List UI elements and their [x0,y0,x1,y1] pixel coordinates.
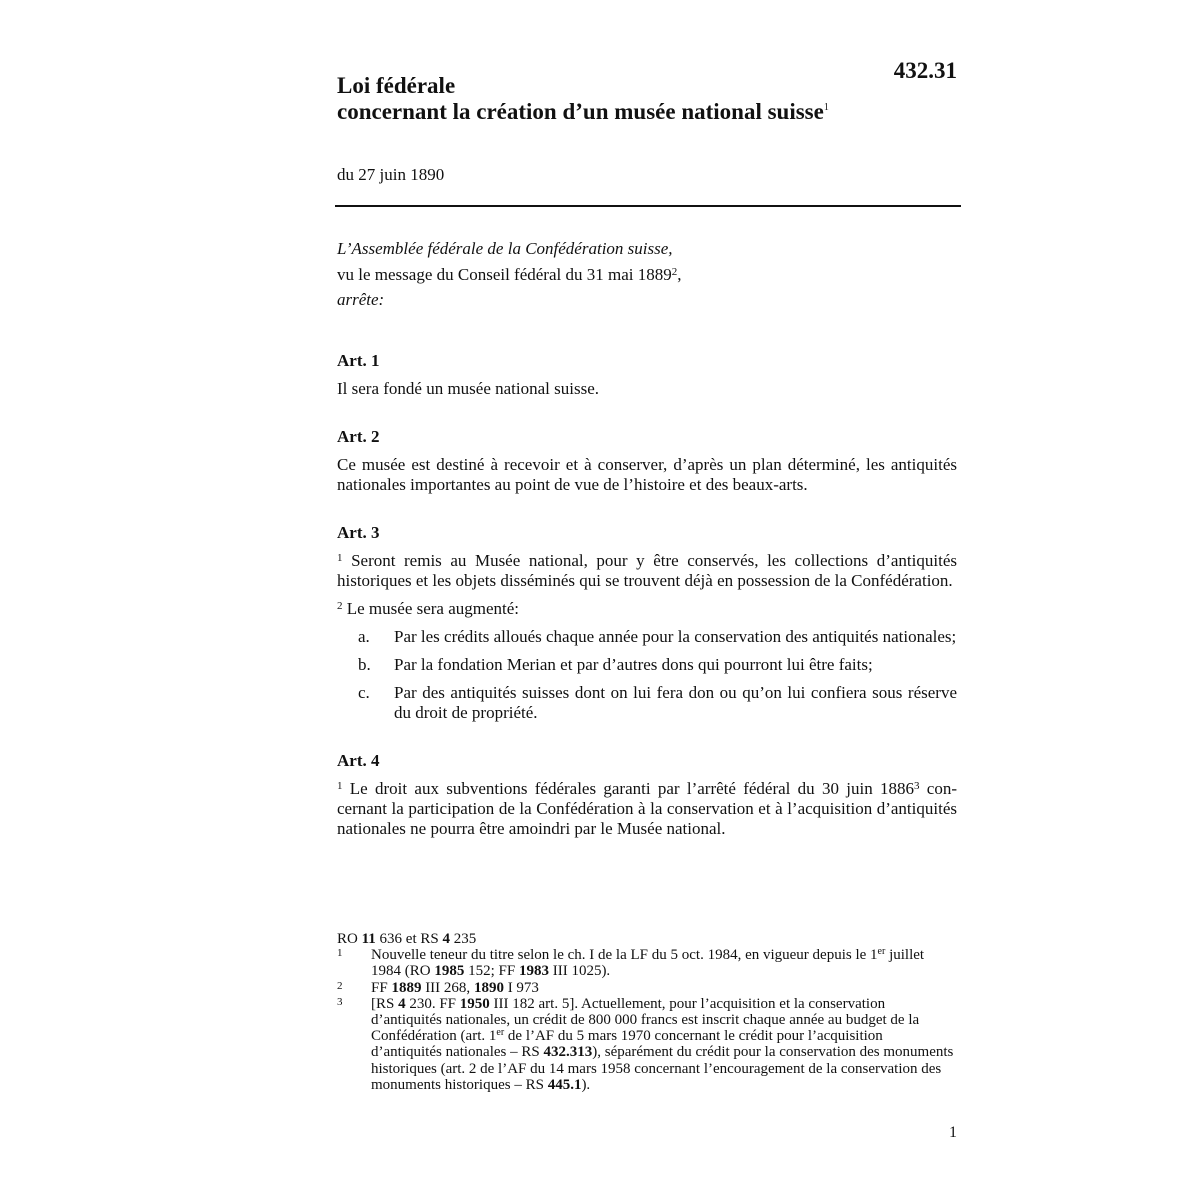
article-1 [337,351,957,399]
preamble-message [337,262,957,288]
page-number: 1 [949,1124,957,1141]
footnote-1 [337,947,957,979]
article-4-paragraph-1 [337,779,957,839]
law-date: du 27 juin 1890 [337,165,445,184]
footnote-year: 1890 [473,979,504,996]
list-item-text: Par les crédits alloués chaque année pour la conservation des antiquités nationales; [394,627,957,646]
articles [337,351,957,839]
paragraph-number: 1 [337,780,343,792]
footnote-text: de l’AF du 5 mars 1970 concernant le crédit pour l’acquisition d’antiquités nationales – RS [371,1028,883,1061]
article-4-text-b: concernant la participation de la Confédération à la conservation et à l’acquisition d’antiquités nationales ne pourra être amoindri par le Musée national. [337,779,958,838]
footnote-text: FF [371,979,392,996]
footnote-text: III 182 art. 5]. Actuellement, pour l’acquisition et la conservation d’antiquités nationales, un crédit de 800 000 francs est inscrit chaque année au budget de la Confédération (art. 1 [371,995,920,1045]
law-title [337,73,937,125]
article-2-text: Ce musée est destiné à recevoir et à conserver, d’après un plan déterminé, les antiquités nationales importantes au point de vue de l’histoire et des beaux-arts. [337,455,957,494]
title-footnote-ref[interactable]: 1 [823,102,829,113]
preamble-footnote-ref[interactable]: 2 [671,265,678,278]
article-2-heading: Art. 2 [337,427,380,446]
article-4-text-a: Le droit aux subventions fédérales garanti par l’arrêté fédéral du 30 juin 1886 [342,779,914,798]
article-1-text: Il sera fondé un musée national suisse. [337,379,600,398]
source-text: 636 et RS [375,931,443,947]
title-line-1: Loi fédérale [337,73,456,98]
list-letter: c. [358,683,370,702]
list-item-b [337,655,957,675]
source-text: 235 [449,931,477,947]
article-1-heading: Art. 1 [337,351,380,370]
paragraph-number: 1 [337,552,343,564]
preamble-message-text: vu le message du Conseil fédéral du 31 mai 1889 [337,264,672,284]
footnote-3 [337,996,957,1093]
article-3-heading: Art. 3 [337,523,380,542]
source-volume: 4 [442,931,450,947]
footnote-text: ), séparément du crédit pour la conservation des monuments historiques (art. 2 de l’AF du 14 mars 1958 concernant l’encouragement de la conservation des monuments historiques – RS [371,1044,954,1093]
footnote-text: III 1025). [548,963,611,980]
footnote-text: I 973 [503,979,539,996]
footnote-number: 3 [337,995,343,1008]
footnote-text: [RS [371,995,399,1012]
source-reference [337,931,957,947]
article-4 [337,751,957,839]
footnote-year: 1950 [459,995,490,1012]
preamble-message-end: , [677,264,682,284]
footnote-number: 2 [337,979,343,992]
footnote-year: 1983 [518,963,549,980]
preamble-decision: arrête: [337,290,385,309]
footnote-superscript: er [877,946,886,958]
footnote-superscript: er [496,1027,505,1039]
footnote-2 [337,980,957,996]
list-item-a [337,627,957,647]
source-volume: 11 [361,931,376,947]
article-4-footnote-ref[interactable]: 3 [914,780,920,792]
footnote-text: 230. FF [405,995,460,1012]
footnote-volume: 4 [398,995,406,1012]
article-3-paragraph-2 [337,599,957,619]
article-2 [337,427,957,495]
article-3-paragraph-1-text: Seront remis au Musée national, pour y être conservés, les collections d’antiquités historiques et les objets disséminés qui se trouvent déjà en possession de la Confédération. [337,551,957,590]
list-item-text: Par la fondation Merian et par d’autres dons qui pourront lui être faits; [394,655,873,674]
list-letter: a. [358,627,370,646]
footnote-year: 1889 [391,979,422,996]
footnote-rs-number[interactable]: 445.1 [547,1076,582,1093]
sr-number: 432.31 [893,58,957,83]
footnote-year: 1985 [434,963,465,980]
list-letter: b. [358,655,371,674]
footnote-text: 152; FF [464,963,519,980]
list-item-text: Par des antiquités suisses dont on lui fera don ou qu’on lui confiera sous réserve du droit de propriété. [394,683,957,722]
title-line-2-text: concernant la création d’un musée national suisse [337,99,824,124]
footnote-text: Nouvelle teneur du titre selon le ch. I de la LF du 5 oct. 1984, en vigueur depuis le 1 [371,947,878,964]
source-text: RO [337,931,362,947]
footnote-rs-number[interactable]: 432.313 [543,1044,593,1061]
article-3-list [337,627,957,723]
footnote-text: juillet 1984 (RO [371,947,925,980]
article-3-paragraph-1 [337,551,957,591]
footnote-text: ). [581,1076,591,1093]
article-3 [337,523,957,723]
paragraph-number: 2 [337,600,343,612]
footnote-number: 1 [337,947,343,960]
article-3-paragraph-2-text: Le musée sera augmenté: [342,599,520,618]
header-divider [335,205,961,207]
preamble-authority: L’Assemblée fédérale de la Confédération suisse, [337,239,673,258]
article-4-heading: Art. 4 [337,751,380,770]
list-item-c [337,683,957,723]
footnotes [337,931,957,1093]
footnote-text: III 268, [421,979,474,996]
preamble [337,236,957,313]
title-line-2 [337,99,937,125]
